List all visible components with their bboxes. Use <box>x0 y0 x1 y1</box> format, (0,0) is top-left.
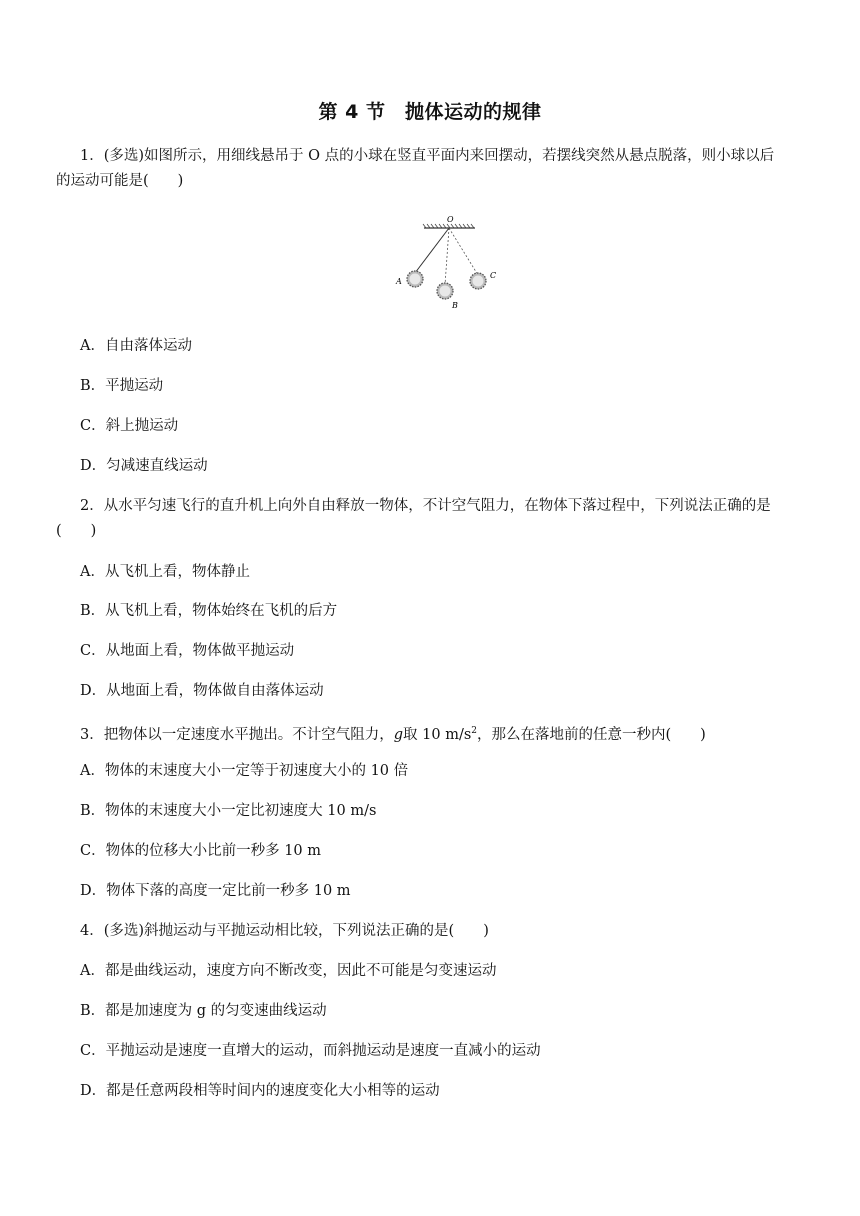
ceiling-hatch <box>423 224 474 228</box>
label-o: O <box>447 215 454 224</box>
q2-option-d: D．从地面上看，物体做自由落体运动 <box>80 683 324 699</box>
q3-option-a: A．物体的末速度大小一定等于初速度大小的 10 倍 <box>80 763 409 779</box>
q2-stem-line2: ( ) <box>56 523 97 539</box>
q3-stem <box>80 721 706 745</box>
q2-option-a: A．从飞机上看，物体静止 <box>80 564 250 580</box>
q4-option-a: A．都是曲线运动，速度方向不断改变，因此不可能是匀变速运动 <box>80 963 497 979</box>
string-c <box>449 228 478 275</box>
q2-option-b: B．从飞机上看，物体始终在飞机的后方 <box>80 603 338 619</box>
q3-stem-superscript: 2 <box>471 726 478 736</box>
section-title: 第 4 节 抛体运动的规律 <box>318 101 542 123</box>
q3-stem-g: g <box>393 727 404 743</box>
q3-stem-part-b: 取 10 m/s <box>403 727 472 743</box>
q4-stem: 4．(多选)斜抛运动与平抛运动相比较，下列说法正确的是( ) <box>80 923 489 939</box>
q2-option-c: C．从地面上看，物体做平抛运动 <box>80 643 295 659</box>
q3-stem-part-c: ，那么在落地前的任意一秒内( ) <box>477 727 706 743</box>
q4-option-b: B．都是加速度为 g 的匀变速曲线运动 <box>80 1003 327 1019</box>
q4-option-c: C．平抛运动是速度一直增大的运动，而斜抛运动是速度一直减小的运动 <box>80 1043 541 1059</box>
q2-stem-line1: 2．从水平匀速飞行的直升机上向外自由释放一物体，不计空气阻力，在物体下落过程中，下列说法正确的是 <box>80 498 771 514</box>
q1-option-d: D．匀减速直线运动 <box>80 458 208 474</box>
q3-option-c: C．物体的位移大小比前一秒多 10 m <box>80 843 322 859</box>
ball-b-highlight <box>440 286 451 297</box>
q3-option-d: D．物体下落的高度一定比前一秒多 10 m <box>80 883 351 899</box>
string-b <box>445 228 449 285</box>
label-a: A <box>396 277 402 286</box>
string-a <box>415 228 449 273</box>
ball-c-highlight <box>473 276 484 287</box>
q3-option-b: B．物体的末速度大小一定比初速度大 10 m/s <box>80 803 377 819</box>
q1-stem-line2: 的运动可能是( ) <box>56 173 184 189</box>
q3-stem-part-a: 3．把物体以一定速度水平抛出。不计空气阻力， <box>80 727 394 743</box>
label-b: B <box>452 301 458 310</box>
q1-option-b: B．平抛运动 <box>80 378 164 394</box>
pendulum-figure <box>393 212 499 312</box>
q1-option-a: A．自由落体运动 <box>80 338 192 354</box>
ball-a-highlight <box>410 274 421 285</box>
q1-option-c: C．斜上抛运动 <box>80 418 179 434</box>
label-c: C <box>490 271 497 280</box>
q1-stem-line1: 1．(多选)如图所示，用细线悬吊于 O 点的小球在竖直平面内来回摆动，若摆线突然从悬点脱落，则小球以后 <box>80 148 775 164</box>
q4-option-d: D．都是任意两段相等时间内的速度变化大小相等的运动 <box>80 1083 440 1099</box>
